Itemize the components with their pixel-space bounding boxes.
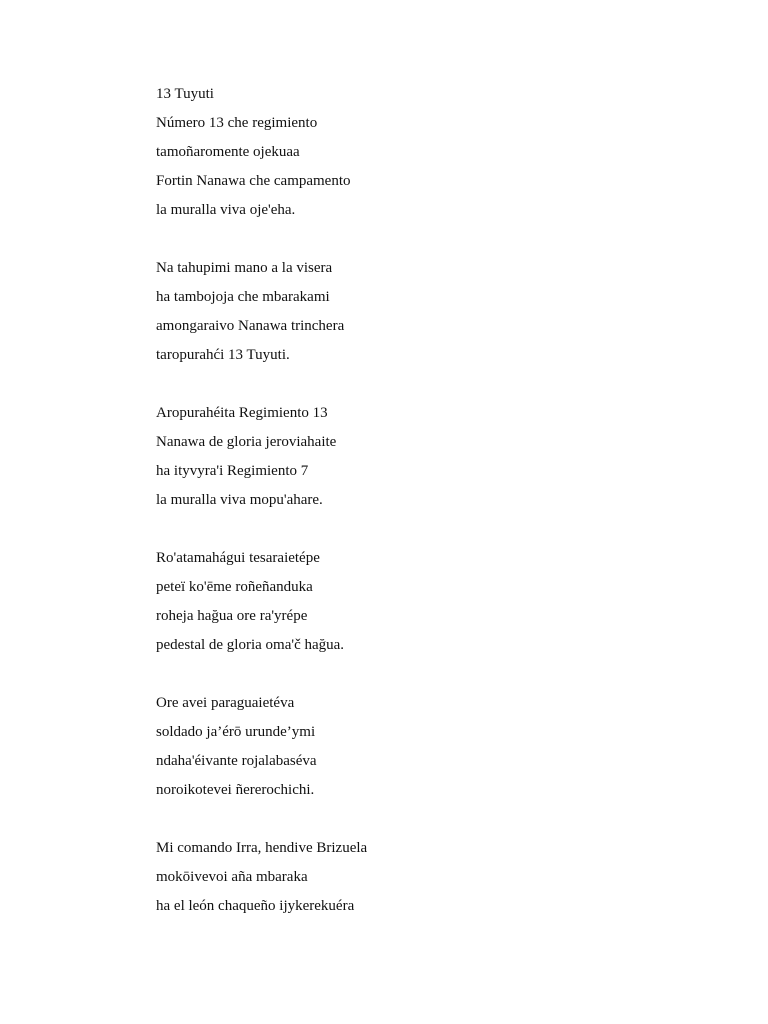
poem-line: roheja hağua ore ra'yrépe bbox=[156, 608, 308, 624]
poem-line: Mi comando Irra, hendive Brizuela bbox=[156, 840, 368, 856]
stanza-6 bbox=[156, 838, 716, 925]
poem-text bbox=[156, 84, 716, 925]
poem-line: Número 13 che regimiento bbox=[156, 115, 318, 131]
poem-line: 13 Tuyuti bbox=[156, 86, 214, 102]
poem-line: Ore avei paraguaietéva bbox=[156, 695, 295, 711]
poem-line: tamoñaromente ojekuaa bbox=[156, 144, 300, 160]
poem-line: taropurahći 13 Tuyuti. bbox=[156, 347, 290, 363]
stanza-break bbox=[156, 519, 716, 548]
stanza-break bbox=[156, 229, 716, 258]
poem-line: Na tahupimi mano a la visera bbox=[156, 260, 333, 276]
poem-line: ha ityvyra'i Regimiento 7 bbox=[156, 463, 309, 479]
stanza-5 bbox=[156, 693, 716, 809]
poem-line: amongaraivo Nanawa trinchera bbox=[156, 318, 345, 334]
stanza-break bbox=[156, 809, 716, 838]
stanza-break bbox=[156, 374, 716, 403]
poem-line: peteï ko'ēme roñeñanduka bbox=[156, 579, 313, 595]
poem-line: Fortin Nanawa che campamento bbox=[156, 173, 351, 189]
poem-line: Aropurahéita Regimiento 13 bbox=[156, 405, 328, 421]
stanza-1 bbox=[156, 84, 716, 229]
poem-line: mokōivevoi aña mbaraka bbox=[156, 869, 308, 885]
stanza-2 bbox=[156, 258, 716, 374]
stanza-3 bbox=[156, 403, 716, 519]
stanza-4 bbox=[156, 548, 716, 664]
poem-line: soldado ja’érō urunde’ymi bbox=[156, 724, 316, 740]
poem-line: Nanawa de gloria jeroviahaite bbox=[156, 434, 337, 450]
stanza-break bbox=[156, 664, 716, 693]
poem-line: ha tambojoja che mbarakami bbox=[156, 289, 330, 305]
poem-line: la muralla viva oje'eha. bbox=[156, 202, 296, 218]
poem-line: ndaha'éivante rojalabaséva bbox=[156, 753, 317, 769]
poem-line: ha el león chaqueño ijykerekuéra bbox=[156, 898, 355, 914]
poem-line: noroikotevei ñererochichi. bbox=[156, 782, 315, 798]
poem-line: pedestal de gloria oma'č hağua. bbox=[156, 637, 345, 653]
poem-line: la muralla viva mopu'ahare. bbox=[156, 492, 323, 508]
poem-line: Ro'atamahágui tesaraietépe bbox=[156, 550, 320, 566]
